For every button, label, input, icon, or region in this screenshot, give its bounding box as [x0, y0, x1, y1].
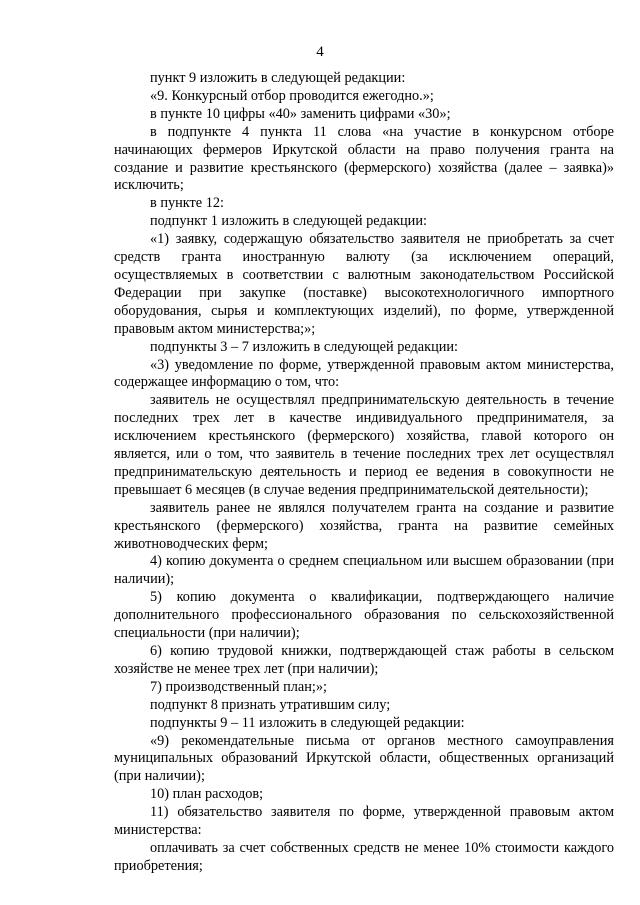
- document-body: [114, 70, 614, 876]
- paragraph: заявитель не осуществлял предпринимательскую деятельность в течение последних трех лет в качестве индивидуального предпринимателя, за исключением крестьянского (фермерского) хозяйства, главой которого он является, или о том, что заявитель в течение последних трех лет осуществлял предпринимательскую деятельность и период ее ведения в совокупности не превышает 6 месяцев (в случае ведения предпринимательской деятельности);: [114, 392, 614, 498]
- paragraph: «9. Конкурсный отбор проводится ежегодно.»;: [150, 87, 434, 104]
- paragraph: подпункт 1 изложить в следующей редакции:: [150, 213, 427, 230]
- paragraph: «1) заявку, содержащую обязательство заявителя не приобретать за счет средств гранта иностранную валюту (за исключением операций, осуществляемых в соответствии с валютным законодательством Российской Федерации при закупке (поставке) высокотехнологичного импортного оборудования, сырья и комплектующих изделий), по форме, утвержденной правовым актом министерства;»;: [114, 231, 614, 337]
- page-number: 4: [316, 44, 324, 60]
- paragraph: 5) копию документа о квалификации, подтверждающего наличие дополнительного профессионального образования по сельскохозяйственной специальности (при наличии);: [114, 589, 614, 642]
- paragraph: 10) план расходов;: [150, 786, 264, 803]
- paragraph: подпункт 8 признать утратившим силу;: [150, 696, 391, 713]
- paragraph: 6) копию трудовой книжки, подтверждающей стаж работы в сельском хозяйстве не менее трех лет (при наличии);: [114, 643, 614, 677]
- paragraph: 11) обязательство заявителя по форме, утвержденной правовым актом министерства:: [114, 804, 614, 839]
- paragraph: «9) рекомендательные письма от органов местного самоуправления муниципальных образований Иркутской области, общественных организаций (при наличии);: [114, 732, 614, 785]
- paragraph: подпункты 9 – 11 изложить в следующей редакции:: [150, 714, 465, 731]
- paragraph: в пункте 10 цифры «40» заменить цифрами «30»;: [150, 105, 451, 122]
- paragraph: 4) копию документа о среднем специальном или высшем образовании (при наличии);: [114, 553, 614, 588]
- paragraph: пункт 9 изложить в следующей редакции:: [150, 70, 406, 86]
- paragraph: в подпункте 4 пункта 11 слова «на участие в конкурсном отборе начинающих фермеров Иркутской области на право получения гранта на создание и развитие крестьянского (фермерского) хозяйства (далее – заявка)» исключить;: [114, 123, 614, 194]
- paragraph: 7) производственный план;»;: [150, 678, 328, 695]
- paragraph: подпункты 3 – 7 изложить в следующей редакции:: [150, 338, 459, 355]
- paragraph: в пункте 12:: [150, 195, 224, 212]
- paragraph: оплачивать за счет собственных средств не менее 10% стоимости каждого приобретения;: [114, 839, 614, 874]
- paragraph: «3) уведомление по форме, утвержденной правовым актом министерства, содержащее информацию о том, что:: [114, 356, 614, 391]
- paragraph: заявитель ранее не являлся получателем гранта на создание и развитие крестьянского (фермерского) хозяйства, гранта на развитие семейных животноводческих ферм;: [114, 499, 614, 552]
